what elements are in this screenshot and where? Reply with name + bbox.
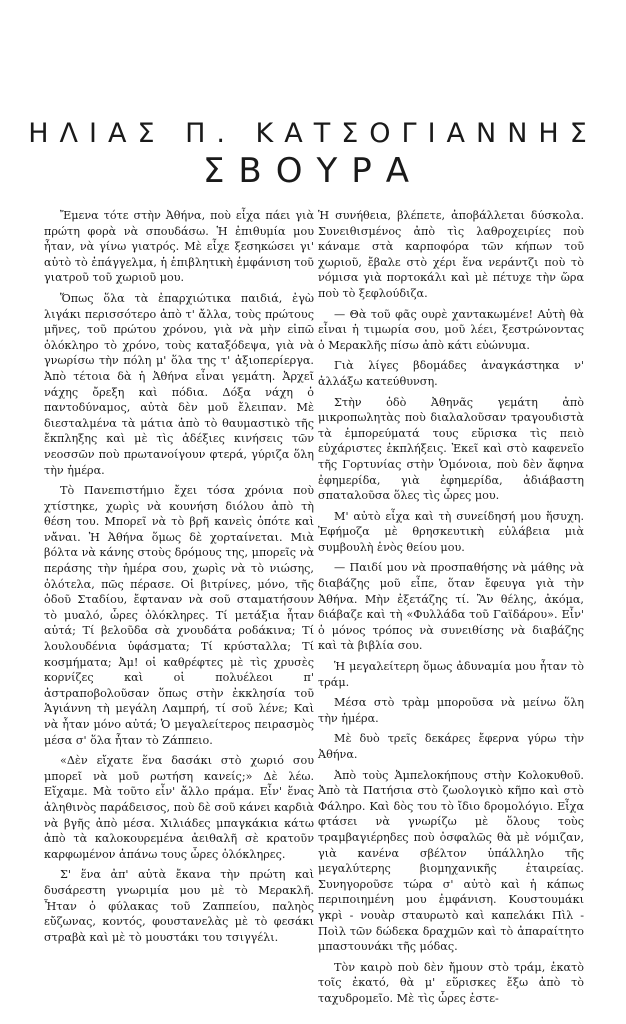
paragraph: Ἡ μεγαλείτερη ὅμως ἀδυναμία μου ἦταν τὸ τράμ. — [318, 660, 584, 689]
paragraph: Μέσα στὸ τρὰμ μποροῦσα νὰ μείνω ὅλη τὴν ἡμέρα. — [318, 696, 584, 725]
paragraph: Μὲ δυὸ τρεῖς δεκάρες ἔφερνα γύρω τὴν Ἀθήνα. — [318, 732, 584, 761]
paragraph: Στὴν ὁδὸ Ἀθηνᾶς γεμάτη ἀπὸ μικροπωλητὰς ποὺ διαλαλοῦσαν τραγουδιστὰ τὰ ἐμπορεύματά τους εὕρισκα τὶς πειὸ εὐχάριστες ἐκπλήξεις. Ἐκεῖ καὶ στὸ καφενεῖο τῆς Γορτυνίας στὴν Ὁμόνοια, ποὺ δὲν ἄφηνα ἐφημερίδα, γιὰ ἐφημερίδα, ἀδιάβαστη σπαταλοῦσα ὅλες τὶς ὧρες μου. — [318, 395, 584, 503]
paragraph: Ὅπως ὅλα τὰ ἐπαρχιώτικα παιδιά, ἐγὼ λιγάκι περισσότερο ἀπὸ τ' ἄλλα, τοὺς πρώτους μῆνες, τοῦ πρώτου χρόνου, γιὰ νὰ μὴν εἰπῶ ὁλόκληρο τὸ χρόνο, τοὺς καταξόδεψα, γιὰ νὰ γνωρίσω τὴν πόλη μ' ὅλα της τ' ἀξιοπερίεργα. Ἀπὸ τέτοια δὰ ἡ Ἀθήνα εἶναι γεμάτη. Ἀρχεῖ νάχης ὄρεξη καὶ πόδια. Δόξα νάχη ὁ παντοδύναμος, αὐτὰ δὲν μοῦ ἔλειπαν. Μὲ διεσταλμένα τὰ μάτια ἀπὸ τὸ θαυμαστικὸ τῆς ἔκπληξης καὶ μὲ τὶς ἀδέξιες κινήσεις τῶν νεοσσῶν ποὺ πρωτανοίγουν φτερά, γύριζα ὅλη τὴν ἡμέρα. — [44, 291, 314, 477]
paragraph: «Δὲν εἴχατε ἕνα δασάκι στὸ χωριό σου μπορεῖ νὰ μοῦ ρωτήση κανείς;» Δὲ λέω. Εἴχαμε. Μὰ τοῦτο εἶν' ἄλλο πράμα. Εἶν' ἕνας ἀληθινὸς παράδεισος, ποὺ δὲ σοῦ κάνει καρδιὰ νὰ βγῆς ἀπὸ μέσα. Χιλιάδες μπαγκάκια κάτω ἀπὸ τὰ καλοκουρεμένα ἀειθαλῆ σὲ κρατοῦν καρφωμένον ἀπάνω τους ὧρες ὁλόκληρες. — [44, 754, 314, 861]
left-column — [44, 208, 314, 950]
paragraph: Τὸν καιρὸ ποὺ δὲν ἤμουν στὸ τράμ, ἐκατὸ τοῖς ἐκατό, θὰ μ' εὕρισκες ἔξω ἀπὸ τὸ ταχυδρομεῖο. Μὲ τὶς ὧρες ἐστε- — [318, 960, 584, 1005]
paragraph: Ἔμενα τότε στὴν Ἀθήνα, ποὺ εἶχα πάει γιὰ πρώτη φορὰ νὰ σπουδάσω. Ἡ ἐπιθυμία μου ἦταν, νὰ γίνω γιατρός. Μὲ εἶχε ξεσηκώσει γι' αὐτὸ τὸ ἐπάγγελμα, ἡ ἐπιβλητικὴ ἐμφάνιση τοῦ γιατροῦ τοῦ χωριοῦ μου. — [44, 209, 314, 285]
paragraph: Ἡ συνήθεια, βλέπετε, ἀποβάλλεται δύσκολα. Συνειθισμένος ἀπὸ τὶς λαθροχειρίες ποὺ κάναμε στὰ καρποφόρα τῶν κήπων τοῦ χωριοῦ, ἔβαλε στὸ χέρι ἕνα νεράντζι ποὺ τὸ νόμισα γιὰ πορτοκάλι καὶ μὲ πέτυχε τὴν ὥρα ποὺ τὸ ξεφλούδιζα. — [318, 209, 584, 300]
author-name: ΗΛΙΑΣ Π. ΚΑΤΣΟΓΙΑΝΝΗΣ — [28, 118, 598, 149]
paragraph: — Θὰ τοῦ φᾶς ουρὲ χαντακωμένε! Αὐτὴ θὰ εἶναι ἡ τιμωρία σου, μοῦ λέει, ξεστρώνοντας ὁ Μερακλῆς πίσω ἀπὸ κάτι εὐώνυμα. — [318, 307, 584, 352]
paragraph: Τὸ Πανεπιστήμιο ἔχει τόσα χρόνια ποὺ χτίστηκε, χωρὶς νὰ κουνήση διόλου ἀπὸ τὴ θέση του. Μπορεῖ νὰ τὸ βρῆ κανεὶς ὁπότε καὶ νἄναι. Ἡ Ἀθήνα ὅμως δὲ χορταίνεται. Μιὰ βόλτα νὰ κάνης στοὺς δρόμους της, μπορεῖς νὰ περάσης τὴν ἡμέρα σου, χωρὶς νὰ τὸ νιώσης, ὁλότελα, πῶς πέρασε. Οἱ βιτρίνες, μόνο, τῆς ὁδοῦ Σταδίου, ἔφταναν νὰ σοῦ σταματήσουν τὸ μυαλό, ὧρες ὁλόκληρες. Τί μετάξια ἦταν αὐτά; Τί βελοῦδα σὰ χνουδάτα ροδάκινα; Τί λουλουδένια ὑφάσματα; Τί κρύσταλλα; Τί κοσμήματα; Ἀμ! οἱ καθρέφτες μὲ τὶς χρυσὲς κορνίζες καὶ οἱ πολυέλεοι π' ἀστραποβολοῦσαν ὅπως στὴν ἐκκλησία τοῦ Ἁγιάννη τὴ μεγάλη Λαμπρή, τί σοῦ λένε; Καὶ νὰ ἦταν μόνο αὐτά; Ὁ μεγαλείτερος πειρασμὸς μέσα σ' ὅλα ἦταν τὸ Ζάππειο. — [44, 484, 314, 747]
right-column — [318, 208, 584, 1012]
story-title: ΣΒΟΥΡΑ — [202, 151, 424, 191]
paragraph: Σ' ἕνα ἀπ' αὐτὰ ἔκανα τὴν πρώτη καὶ δυσάρεστη γνωριμία μου μὲ τὸ Μερακλῆ. Ἦταν ὁ φύλακας τοῦ Ζαππείου, παληὸς εὔζωνας, κοντός, φουστανελὰς μὲ τὸ φεσάκι στραβὰ καὶ μὲ τὸ μουστάκι του τσιγγέλι. — [44, 868, 314, 944]
paragraph: Γιὰ λίγες βδομάδες ἀναγκάστηκα ν' ἀλλάξω κατεύθυνση. — [318, 359, 584, 388]
paragraph: Ἀπὸ τοὺς Ἀμπελοκήπους στὴν Κολοκυθοῦ. Ἀπὸ τὰ Πατήσια στὸ ζωολογικὸ κῆπο καὶ στὸ Φάληρο. Καὶ δὸς του τὸ ἴδιο δρομολόγιο. Εἶχα φτάσει νὰ γνωρίζω μὲ ὅλους τοὺς τραμβαγιέρηδες ποὺ ὀσφαλῶς θὰ μὲ νόμιζαν, γιὰ κανένα σβέλτον ὑπάλληλο τῆς μεγαλύτερης βιομηχανικῆς ἑταιρείας. Συνηγοροῦσε τώρα σ' αὐτὸ καὶ ἡ κάπως περιποιημένη μου ἐμφάνιση. Κουστουμάκι γκρὶ - νουὰρ σταυρωτὸ καὶ καπελάκι Πὶλ - Ποὶλ τῶν δώδεκα δραχμῶν καὶ τὸ ἀπαραίτητο μπαστουνάκι τῆς μόδας. — [318, 768, 584, 954]
paragraph: — Παιδί μου νὰ προσπαθήσης νὰ μάθης νὰ διαβάζης μοῦ εἶπε, ὅταν ἔφευγα γιὰ τὴν Ἀθήνα. Μὴν ἐξετάζης τί. Ἂν θέλης, ἀκόμα, διάβαζε καὶ τὴ «Φυλλάδα τοῦ Γαϊδάρου». Εἶν' ὁ μόνος τρόπος νὰ συνειθίσης νὰ διαβάζης καὶ τὰ βιβλία σου. — [318, 561, 584, 653]
paragraph: Μ' αὐτὸ εἶχα καὶ τὴ συνείδησή μου ἥσυχη. Ἐφήμοζα μὲ θρησκευτικὴ εὐλάβεια μιὰ συμβουλὴ ἑνὸς θείου μου. — [318, 509, 584, 554]
